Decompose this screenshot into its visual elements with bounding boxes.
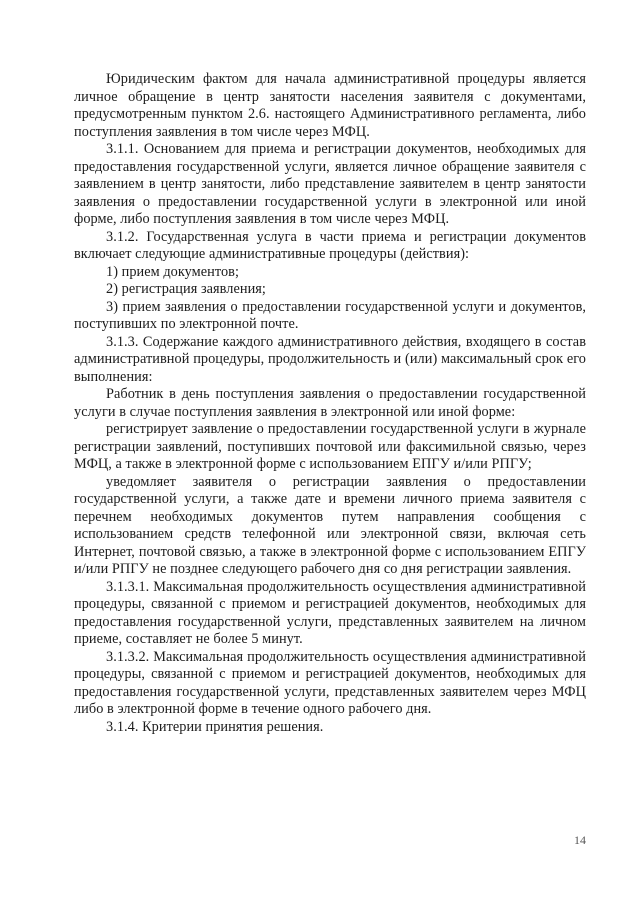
paragraph-3-1-3-1: 3.1.3.1. Максимальная продолжительность осуществления административной процедуры, связанной с приемом и регистрацией документов, необходимых для предоставления государственной услуги, представленных заявителем на личном приеме, составляет не более 5 минут. [74,578,586,647]
paragraph-legal-fact: Юридическим фактом для начала административной процедуры является личное обращение в центр занятости населения заявителя с документами, предусмотренным пунктом 2.6. настоящего Административного регламента, либо поступления заявления в том числе через МФЦ. [74,71,586,140]
paragraph-3-1-4: 3.1.4. Критерии принятия решения. [106,718,324,735]
paragraph-3-1-2: 3.1.2. Государственная услуга в части приема и регистрации документов включает следующие административные процедуры (действия): [74,228,586,262]
list-item-1: 1) прием документов; [106,263,240,280]
paragraph-notifies: уведомляет заявителя о регистрации заявления о предоставлении государственной услуги, а также дате и времени личного приема заявителя с перечнем необходимых документов путем направления сообщения с использованием средств телефонной или электронной связи, включая сеть Интернет, почтовой связью, а также в электронной форме с использованием ЕПГУ и/или РПГУ не позднее следующего рабочего дня со дня регистрации заявления. [74,473,586,577]
paragraph-3-1-3: 3.1.3. Содержание каждого административного действия, входящего в состав административной процедуры, продолжительность и (или) максимальный срок его выполнения: [74,333,586,385]
list-item-2: 2) регистрация заявления; [106,281,266,297]
paragraph-3-1-3-2: 3.1.3.2. Максимальная продолжительность осуществления административной процедуры, связанной с приемом и регистрацией документов, необходимых для предоставления государственной услуги, представленных заявителем через МФЦ либо в электронной форме в течение одного рабочего дня. [74,648,586,717]
paragraph-3-1-1: 3.1.1. Основанием для приема и регистрации документов, необходимых для предоставления государственной услуги, является личное обращение заявителя с заявлением в центр занятости, либо представление заявителем в центр занятости заявления о предоставлении государственной услуги в электронной или иной форме, либо поступления заявления в том числе через МФЦ. [74,141,586,227]
page-number: 14 [574,833,586,847]
document-body [74,71,586,736]
paragraph-worker: Работник в день поступления заявления о предоставлении государственной услуги в случае поступления заявления в электронной или иной форме: [74,386,586,420]
list-item-3: 3) прием заявления о предоставлении государственной услуги и документов, поступивших по электронной почте. [74,298,586,332]
paragraph-registers: регистрирует заявление о предоставлении государственной услуги в журнале регистрации заявлений, поступивших почтовой или факсимильной связью, через МФЦ, а также в электронной форме с использованием ЕПГУ и/или РПГУ; [74,421,586,472]
